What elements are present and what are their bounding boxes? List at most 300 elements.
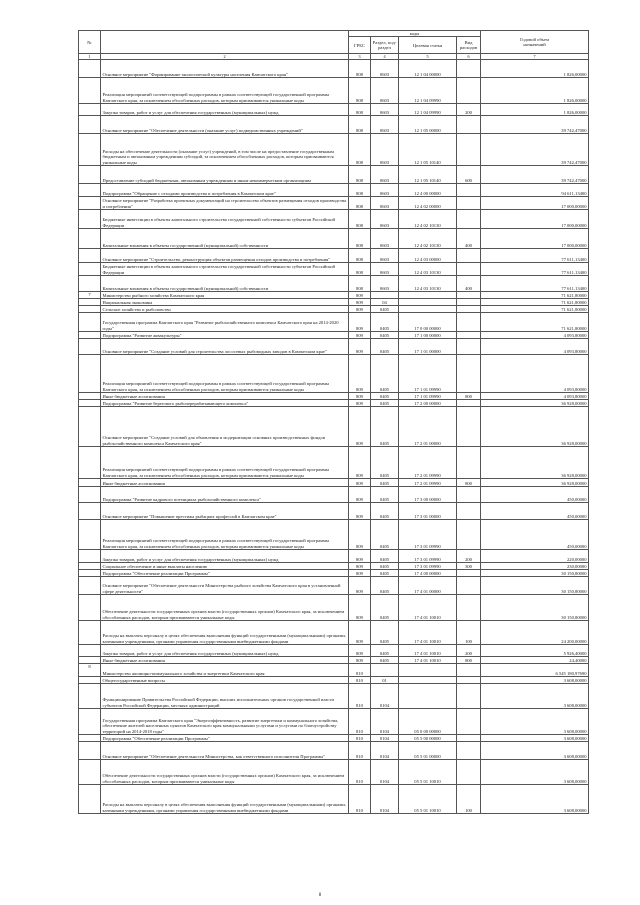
row-name: Основное мероприятие "Обеспечение деятельности Министерства рыбного хозяйства Камчатского края в установленной сфере деятельности" xyxy=(101,577,349,595)
row-article-code xyxy=(399,292,457,299)
row-number xyxy=(79,229,101,249)
row-name: Иные бюджетные ассигнования xyxy=(101,657,349,664)
row-expense-type-code xyxy=(457,134,481,166)
row-name: Сельское хозяйство и рыболовство xyxy=(101,306,349,313)
row-grbs-code: 809 xyxy=(349,550,371,563)
row-section-code: 0405 xyxy=(371,407,399,447)
row-amount: 71 621,80000 xyxy=(481,299,589,306)
row-number xyxy=(79,249,101,263)
header-section: Раздел, под- раздел xyxy=(371,37,399,54)
row-section-code: 0405 xyxy=(371,657,399,664)
row-number xyxy=(79,785,101,814)
row-number xyxy=(79,134,101,166)
row-name: Иные бюджетные ассигнования xyxy=(101,393,349,400)
row-grbs-code: 809 xyxy=(349,479,371,487)
row-article-code: 17 0 00 00000 xyxy=(399,313,457,332)
row-amount: 1 826,00000 xyxy=(481,60,589,78)
row-grbs-code: 810 xyxy=(349,664,371,677)
row-article-code: 12 4 03 00000 xyxy=(399,249,457,263)
table-row xyxy=(79,184,589,197)
row-amount: 3 608,00000 xyxy=(481,709,589,735)
row-number xyxy=(79,184,101,197)
row-article-code: 17 2 01 09990 xyxy=(399,447,457,479)
row-number xyxy=(79,166,101,184)
table-row xyxy=(79,339,589,355)
row-article-code: 12 1 05 00000 xyxy=(399,116,457,134)
row-expense-type-code: 200 xyxy=(457,550,481,563)
row-expense-type-code: 600 xyxy=(457,166,481,184)
row-grbs-code: 809 xyxy=(349,339,371,355)
row-grbs-code: 810 xyxy=(349,735,371,742)
table-row xyxy=(79,684,589,709)
row-section-code: 0603 xyxy=(371,116,399,134)
column-index-cell: 5 xyxy=(399,54,457,60)
row-number xyxy=(79,313,101,332)
row-amount: 6 545 180,97690 xyxy=(481,664,589,677)
row-section-code: 0603 xyxy=(371,210,399,229)
column-index-cell: 4 xyxy=(371,54,399,60)
table-row xyxy=(79,645,589,657)
row-article-code: 17 4 01 10010 xyxy=(399,657,457,664)
row-section-code: 0405 xyxy=(371,520,399,550)
row-number xyxy=(79,339,101,355)
row-number xyxy=(79,407,101,447)
row-grbs-code: 809 xyxy=(349,621,371,645)
row-amount: 3 608,00000 xyxy=(481,742,589,760)
header-article: Целевая статья xyxy=(399,37,457,54)
row-grbs-code: 808 xyxy=(349,116,371,134)
table-row xyxy=(79,520,589,550)
row-amount: 71 621,80000 xyxy=(481,306,589,313)
row-number xyxy=(79,520,101,550)
row-section-code: 0405 xyxy=(371,332,399,339)
table-row xyxy=(79,577,589,595)
row-expense-type-code xyxy=(457,407,481,447)
row-expense-type-code xyxy=(457,355,481,393)
row-section-code: 0104 xyxy=(371,684,399,709)
table-row xyxy=(79,197,589,210)
row-amount: 4 093,80000 xyxy=(481,339,589,355)
row-number xyxy=(79,595,101,621)
row-article-code: 17 1 00 00000 xyxy=(399,332,457,339)
row-expense-type-code: 200 xyxy=(457,104,481,116)
row-section-code: 0405 xyxy=(371,570,399,577)
row-expense-type-code: 400 xyxy=(457,229,481,249)
row-article-code: 05 5 00 00000 xyxy=(399,735,457,742)
row-expense-type-code xyxy=(457,400,481,407)
row-expense-type-code xyxy=(457,447,481,479)
row-number xyxy=(79,78,101,104)
row-amount: 77 611,13400 xyxy=(481,263,589,276)
table-row xyxy=(79,677,589,684)
row-section-code: 0603 xyxy=(371,60,399,78)
row-number xyxy=(79,447,101,479)
row-expense-type-code: 100 xyxy=(457,621,481,645)
row-number xyxy=(79,677,101,684)
row-name: Министерство рыбного хозяйства Камчатского края xyxy=(101,292,349,299)
row-name: Подпрограмма "Обеспечение реализации Программы" xyxy=(101,735,349,742)
row-number xyxy=(79,645,101,657)
row-section-code: 0405 xyxy=(371,577,399,595)
row-amount: 24 200,00000 xyxy=(481,621,589,645)
row-article-code: 17 2 00 00000 xyxy=(399,400,457,407)
row-number xyxy=(79,503,101,520)
row-expense-type-code xyxy=(457,263,481,276)
row-section-code: 0405 xyxy=(371,313,399,332)
row-number xyxy=(79,577,101,595)
row-section-code: 0603 xyxy=(371,229,399,249)
row-amount: 4 093,80000 xyxy=(481,393,589,400)
row-amount: 17 000,00000 xyxy=(481,197,589,210)
table-row xyxy=(79,313,589,332)
row-grbs-code: 810 xyxy=(349,785,371,814)
row-grbs-code: 809 xyxy=(349,407,371,447)
row-grbs-code: 810 xyxy=(349,709,371,735)
column-index-cell: 2 xyxy=(101,54,349,60)
table-row xyxy=(79,60,589,78)
row-section-code: 0405 xyxy=(371,503,399,520)
row-expense-type-code xyxy=(457,742,481,760)
row-name: Капитальные вложения в объекты государственной (муниципальной) собственности xyxy=(101,276,349,292)
row-name: Подпрограмма "Развитие берегового рыбоперерабатывающего комплекса" xyxy=(101,400,349,407)
header-grbs: ГРБС xyxy=(349,37,371,54)
row-article-code: 05 5 01 10010 xyxy=(399,785,457,814)
row-amount: 1 826,00000 xyxy=(481,104,589,116)
table-row xyxy=(79,447,589,479)
row-article-code: 17 4 01 10010 xyxy=(399,621,457,645)
page-number: 8 xyxy=(318,893,322,898)
row-amount: 36 928,00000 xyxy=(481,479,589,487)
row-number xyxy=(79,735,101,742)
row-amount: 1 826,00000 xyxy=(481,78,589,104)
row-section-code: 0603 xyxy=(371,276,399,292)
row-grbs-code: 809 xyxy=(349,299,371,306)
table-row xyxy=(79,487,589,503)
row-amount: 3 608,00000 xyxy=(481,735,589,742)
row-section-code: 0405 xyxy=(371,595,399,621)
row-grbs-code: 809 xyxy=(349,393,371,400)
row-article-code: 17 4 01 10010 xyxy=(399,595,457,621)
row-article-code: 05 5 01 00000 xyxy=(399,742,457,760)
row-number: 8 xyxy=(79,664,101,677)
row-grbs-code: 810 xyxy=(349,760,371,785)
row-amount: 36 928,00000 xyxy=(481,407,589,447)
row-article-code: 12 1 05 10140 xyxy=(399,166,457,184)
row-name: Основное мероприятие "Обеспечение деятельности (оказание услуг) подведомственных учреждений" xyxy=(101,116,349,134)
table-row xyxy=(79,407,589,447)
table-row xyxy=(79,134,589,166)
row-amount: 39 742,47000 xyxy=(481,116,589,134)
row-name: Обеспечение деятельности государственных органов власти (государственных органов) Камчатского края, за исключением обособленных расходов, которым присваиваются уникальные коды xyxy=(101,595,349,621)
row-article-code: 17 3 01 09990 xyxy=(399,520,457,550)
row-amount: 71 621,80000 xyxy=(481,292,589,299)
row-number xyxy=(79,621,101,645)
row-name: Закупка товаров, работ и услуг для обеспечения государственных (муниципальных) нужд xyxy=(101,550,349,563)
row-number xyxy=(79,116,101,134)
row-number xyxy=(79,563,101,570)
row-grbs-code: 809 xyxy=(349,332,371,339)
row-name: Подпрограмма "Развитие аквакультуры" xyxy=(101,332,349,339)
row-grbs-code: 809 xyxy=(349,577,371,595)
row-section-code: 0405 xyxy=(371,487,399,503)
table-row xyxy=(79,621,589,645)
row-grbs-code: 808 xyxy=(349,210,371,229)
row-name: Реализация мероприятий соответствующей подпрограммы в рамках соответствующей государственной программы Камчатского края, за исключением обособленных расходов, которым присваиваются уникальные коды xyxy=(101,355,349,393)
row-number xyxy=(79,684,101,709)
row-number xyxy=(79,400,101,407)
table-row xyxy=(79,595,589,621)
row-amount: 30 150,80000 xyxy=(481,595,589,621)
row-article-code xyxy=(399,677,457,684)
row-expense-type-code xyxy=(457,184,481,197)
row-article-code xyxy=(399,306,457,313)
row-article-code: 12 4 00 00000 xyxy=(399,184,457,197)
row-number xyxy=(79,263,101,276)
table-row xyxy=(79,332,589,339)
row-expense-type-code xyxy=(457,570,481,577)
row-number xyxy=(79,393,101,400)
row-grbs-code: 808 xyxy=(349,134,371,166)
header-name xyxy=(101,31,349,54)
row-amount: 36 928,00000 xyxy=(481,447,589,479)
row-amount: 17 000,00000 xyxy=(481,210,589,229)
row-number xyxy=(79,299,101,306)
row-section-code: 0405 xyxy=(371,479,399,487)
row-expense-type-code xyxy=(457,503,481,520)
row-grbs-code: 808 xyxy=(349,249,371,263)
row-section-code: 0405 xyxy=(371,563,399,570)
row-grbs-code: 808 xyxy=(349,197,371,210)
table-row xyxy=(79,503,589,520)
row-grbs-code: 809 xyxy=(349,400,371,407)
row-grbs-code: 808 xyxy=(349,184,371,197)
row-section-code: 04 xyxy=(371,299,399,306)
row-grbs-code: 810 xyxy=(349,684,371,709)
header-num: № xyxy=(79,31,101,54)
row-grbs-code: 809 xyxy=(349,487,371,503)
row-article-code: 12 1 05 10140 xyxy=(399,134,457,166)
row-name: Обеспечение деятельности государственных органов власти (государственных органов) Камчатского края, за исключением обособленных расходов, которым присваиваются уникальные коды xyxy=(101,760,349,785)
row-name: Национальная экономика xyxy=(101,299,349,306)
row-section-code: 0405 xyxy=(371,355,399,393)
row-article-code: 17 3 00 00000 xyxy=(399,487,457,503)
row-expense-type-code: 300 xyxy=(457,563,481,570)
row-grbs-code: 810 xyxy=(349,742,371,760)
row-name: Подпрограмма "Обеспечение реализации Программы" xyxy=(101,570,349,577)
row-expense-type-code xyxy=(457,520,481,550)
row-number xyxy=(79,332,101,339)
row-article-code: 17 4 01 00000 xyxy=(399,577,457,595)
row-expense-type-code xyxy=(457,487,481,503)
row-amount: 3 608,00000 xyxy=(481,760,589,785)
header-codes-group: коды xyxy=(349,31,481,37)
row-grbs-code: 809 xyxy=(349,657,371,664)
row-article-code: 17 4 01 10010 xyxy=(399,645,457,657)
column-index-cell: 3 xyxy=(349,54,371,60)
column-index-cell: 6 xyxy=(457,54,481,60)
row-amount: 30 150,80000 xyxy=(481,577,589,595)
row-section-code: 0405 xyxy=(371,645,399,657)
row-name: Расходы на выплаты персоналу в целях обеспечения выполнения функций государственными (муниципальными) органами, казенными учреждениями, органами управления государственными внебюджетными фондами xyxy=(101,621,349,645)
row-grbs-code: 809 xyxy=(349,313,371,332)
row-article-code: 17 2 01 00000 xyxy=(399,407,457,447)
table-row xyxy=(79,229,589,249)
row-grbs-code: 809 xyxy=(349,563,371,570)
table-row xyxy=(79,355,589,393)
row-name: Основное мероприятие "Строительство, реконструкция объектов размещения отходов производства и потребления" xyxy=(101,249,349,263)
row-grbs-code: 808 xyxy=(349,229,371,249)
row-expense-type-code xyxy=(457,760,481,785)
row-amount: 39 742,47000 xyxy=(481,166,589,184)
row-number xyxy=(79,479,101,487)
row-grbs-code: 808 xyxy=(349,276,371,292)
row-article-code: 12 4 03 10130 xyxy=(399,276,457,292)
table-row xyxy=(79,400,589,407)
row-name: Иные бюджетные ассигнования xyxy=(101,479,349,487)
row-section-code: 0603 xyxy=(371,78,399,104)
row-grbs-code: 809 xyxy=(349,595,371,621)
row-name: Реализация мероприятий соответствующей подпрограммы в рамках соответствующей государственной программы Камчатского края, за исключением обособленных расходов, которым присваиваются уникальные коды xyxy=(101,447,349,479)
table-row xyxy=(79,760,589,785)
row-number xyxy=(79,657,101,664)
row-name: Социальное обеспечение и иные выплаты населению xyxy=(101,563,349,570)
row-grbs-code: 809 xyxy=(349,520,371,550)
row-grbs-code: 809 xyxy=(349,570,371,577)
row-article-code xyxy=(399,684,457,709)
row-name: Министерство жилищно-коммунального хозяйства и энергетики Камчатского края xyxy=(101,664,349,677)
row-expense-type-code xyxy=(457,116,481,134)
row-section-code: 0603 xyxy=(371,104,399,116)
table-row xyxy=(79,785,589,814)
row-article-code: 05 5 01 10010 xyxy=(399,760,457,785)
table-row xyxy=(79,550,589,563)
row-section-code xyxy=(371,664,399,677)
row-section-code: 0104 xyxy=(371,735,399,742)
column-index-cell: 1 xyxy=(79,54,101,60)
table-row xyxy=(79,276,589,292)
table-row xyxy=(79,570,589,577)
row-section-code: 0104 xyxy=(371,785,399,814)
row-grbs-code: 808 xyxy=(349,60,371,78)
row-section-code xyxy=(371,292,399,299)
row-amount: 4 093,80000 xyxy=(481,332,589,339)
row-number xyxy=(79,306,101,313)
row-name: Государственная программа Камчатского края "Энергоэффективность, развитие энергетики и коммунального хозяйства, обеспечение жителей населенных пунктов Камчатского края коммунальными услугами и услугами по благоустройству территорий на 2014-2018 годы" xyxy=(101,709,349,735)
row-article-code: 17 3 01 09990 xyxy=(399,550,457,563)
row-amount: 39 742,47000 xyxy=(481,134,589,166)
row-grbs-code: 808 xyxy=(349,104,371,116)
row-name: Основное мероприятие "Обеспечение деятельности Министерства, как ответственного исполнителя Программы" xyxy=(101,742,349,760)
table-row xyxy=(79,709,589,735)
table-row xyxy=(79,116,589,134)
row-grbs-code: 809 xyxy=(349,292,371,299)
row-name: Закупка товаров, работ и услуг для обеспечения государственных (муниципальных) нужд xyxy=(101,645,349,657)
row-section-code: 0104 xyxy=(371,742,399,760)
row-section-code: 0603 xyxy=(371,197,399,210)
row-name: Основное мероприятие "Создание условий для строительства лососевых рыбоводных заводов в Камчатском крае" xyxy=(101,339,349,355)
row-article-code: 12 4 02 10130 xyxy=(399,229,457,249)
table-row xyxy=(79,210,589,229)
row-expense-type-code xyxy=(457,735,481,742)
column-index-cell: 7 xyxy=(481,54,589,60)
row-amount: 30 150,80000 xyxy=(481,570,589,577)
row-expense-type-code xyxy=(457,60,481,78)
row-amount: 220,00000 xyxy=(481,550,589,563)
table-row xyxy=(79,299,589,306)
table-row xyxy=(79,563,589,570)
table-row xyxy=(79,104,589,116)
row-number xyxy=(79,742,101,760)
row-expense-type-code: 400 xyxy=(457,276,481,292)
row-expense-type-code: 200 xyxy=(457,645,481,657)
row-section-code: 0405 xyxy=(371,621,399,645)
row-amount: 17 000,00000 xyxy=(481,229,589,249)
row-amount: 450,00000 xyxy=(481,487,589,503)
row-name: Расходы на обеспечение деятельности (оказание услуг) учреждений, в том числе на предоставление государственным бюджетным и автономным учреждениям субсидий, за исключением обособленных расходов, которым присваиваются уникальные коды xyxy=(101,134,349,166)
table-body xyxy=(79,60,589,814)
row-expense-type-code xyxy=(457,664,481,677)
row-expense-type-code xyxy=(457,684,481,709)
row-section-code: 0405 xyxy=(371,306,399,313)
row-amount: 77 611,13400 xyxy=(481,249,589,263)
header-vid: Вид расходов xyxy=(457,37,481,54)
row-expense-type-code xyxy=(457,332,481,339)
row-grbs-code: 808 xyxy=(349,78,371,104)
table-row xyxy=(79,393,589,400)
row-article-code: 17 2 01 09990 xyxy=(399,479,457,487)
row-expense-type-code xyxy=(457,313,481,332)
row-name: Основное мероприятие "Повышение престижа рыбацких профессий в Камчатском крае" xyxy=(101,503,349,520)
row-number xyxy=(79,760,101,785)
row-grbs-code: 809 xyxy=(349,503,371,520)
row-name: Основное мероприятие "Создание условий для обновления и модернизации основных производственных фондов рыбохозяйственного комплекса Камчатского края" xyxy=(101,407,349,447)
table-row xyxy=(79,742,589,760)
row-amount: 3 608,00000 xyxy=(481,785,589,814)
row-article-code: 12 1 04 09990 xyxy=(399,78,457,104)
table-row xyxy=(79,263,589,276)
row-grbs-code: 808 xyxy=(349,263,371,276)
header-volume: Годовой объем назначений xyxy=(481,31,589,54)
row-number: 7 xyxy=(79,292,101,299)
row-amount: 94 611,13400 xyxy=(481,184,589,197)
row-expense-type-code xyxy=(457,299,481,306)
row-article-code: 17 1 01 00000 xyxy=(399,339,457,355)
row-section-code: 0405 xyxy=(371,400,399,407)
table-row xyxy=(79,479,589,487)
row-section-code: 01 xyxy=(371,677,399,684)
row-article-code: 12 4 02 00000 xyxy=(399,197,457,210)
row-grbs-code: 810 xyxy=(349,677,371,684)
row-section-code: 0603 xyxy=(371,263,399,276)
budget-table-sheet xyxy=(78,30,588,814)
row-name: Реализация мероприятий соответствующей подпрограммы в рамках соответствующей государственной программы Камчатского края, за исключением обособленных расходов, которым присваиваются уникальные коды xyxy=(101,520,349,550)
row-amount: 230,00000 xyxy=(481,563,589,570)
row-name: Бюджетные инвестиции в объекты капитального строительства государственной собственности субъектов Российской Федерации xyxy=(101,263,349,276)
row-expense-type-code xyxy=(457,595,481,621)
row-section-code: 0603 xyxy=(371,134,399,166)
row-amount: 36 928,00000 xyxy=(481,400,589,407)
row-expense-type-code xyxy=(457,677,481,684)
table-row xyxy=(79,249,589,263)
row-grbs-code: 809 xyxy=(349,306,371,313)
row-name: Бюджетные инвестиции в объекты капитального строительства государственной собственности субъектов Российской Федерации xyxy=(101,210,349,229)
row-name: Основное мероприятие "Формирование экологической культуры населения Камчатского края" xyxy=(101,60,349,78)
row-expense-type-code: 800 xyxy=(457,393,481,400)
row-name: Государственная программа Камчатского края "Развитие рыбохозяйственного комплекса Камчатского края на 2014-2020 годы" xyxy=(101,313,349,332)
row-expense-type-code xyxy=(457,577,481,595)
row-amount: 77 611,13400 xyxy=(481,276,589,292)
row-grbs-code: 809 xyxy=(349,355,371,393)
